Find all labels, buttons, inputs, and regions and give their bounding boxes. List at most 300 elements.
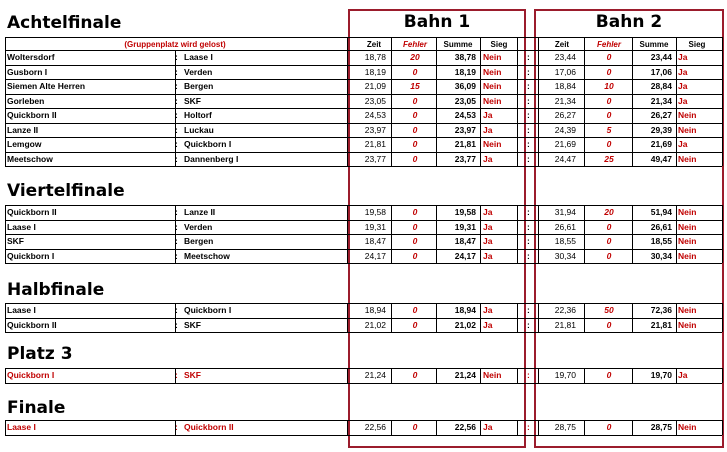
sieg-bahn2: Ja [678, 66, 688, 77]
zeit-bahn2: 28,75 [554, 422, 576, 432]
team-away: Meetschow [184, 250, 230, 261]
fehler-bahn2: 20 [604, 207, 614, 217]
sieg-bahn1: Ja [483, 236, 493, 246]
separator: : [175, 95, 178, 106]
heading-achtelfinale: Achtelfinale [7, 13, 122, 33]
column-divider [436, 368, 437, 383]
column-divider [5, 50, 6, 166]
column-divider [5, 368, 6, 383]
table-row [0, 319, 727, 332]
summe-bahn1: 18,47 [454, 236, 476, 246]
col-summe-2: Summe [639, 40, 669, 49]
col-fehler-1: Fehler [402, 40, 427, 49]
sieg-bahn2: Nein [678, 250, 697, 261]
zeit-bahn1: 21,81 [364, 139, 386, 149]
summe-bahn1: 36,09 [454, 81, 476, 91]
column-divider [436, 50, 437, 166]
separator: : [527, 236, 530, 246]
heading-finale: Finale [7, 398, 66, 418]
separator: : [527, 139, 530, 149]
sieg-bahn2: Nein [678, 207, 697, 217]
zeit-bahn1: 22,56 [364, 422, 386, 432]
fehler-bahn1: 0 [412, 250, 418, 261]
fehler-bahn1: 0 [412, 236, 418, 246]
column-divider [538, 303, 539, 332]
column-divider [517, 420, 518, 435]
sieg-bahn1: Ja [483, 207, 493, 217]
col-sieg-1: Sieg [490, 40, 508, 49]
summe-bahn1: 24,17 [454, 250, 476, 261]
column-divider [584, 420, 585, 435]
fehler-bahn2: 50 [604, 305, 614, 315]
col-sieg-2: Sieg [688, 40, 706, 49]
zeit-bahn2: 23,44 [554, 52, 576, 62]
zeit-bahn1: 23,77 [364, 153, 386, 164]
zeit-bahn1: 24,17 [364, 250, 386, 261]
table-row [0, 153, 727, 166]
sieg-bahn1: Ja [483, 124, 493, 135]
table-row [0, 206, 727, 219]
column-divider [722, 37, 723, 51]
summe-bahn2: 23,44 [650, 52, 672, 62]
fehler-bahn2: 0 [606, 370, 612, 380]
column-divider [722, 303, 723, 332]
sieg-bahn2: Nein [678, 319, 697, 330]
table-row [0, 109, 727, 122]
fehler-bahn1: 0 [412, 66, 418, 77]
column-divider [5, 37, 6, 51]
column-divider [480, 37, 481, 51]
sieg-bahn1: Nein [483, 139, 502, 149]
team-home: Laase I [7, 221, 36, 232]
zeit-bahn1: 24,53 [364, 110, 386, 120]
fehler-bahn2: 0 [606, 221, 612, 232]
team-home: Laase I [7, 422, 36, 432]
col-summe-1: Summe [443, 40, 473, 49]
sieg-bahn1: Nein [483, 52, 502, 62]
summe-bahn1: 21,02 [454, 319, 476, 330]
column-divider [436, 420, 437, 435]
team-away: SKF [184, 370, 201, 380]
column-divider [517, 303, 518, 332]
separator: : [527, 422, 530, 432]
summe-bahn1: 18,19 [454, 66, 476, 77]
fehler-bahn2: 0 [606, 236, 612, 246]
column-divider [632, 420, 633, 435]
row-divider [5, 435, 722, 436]
table-row [0, 369, 727, 382]
separator: : [175, 207, 178, 217]
column-divider [480, 420, 481, 435]
column-divider [538, 37, 539, 51]
sieg-bahn2: Nein [678, 110, 697, 120]
fehler-bahn1: 20 [410, 52, 420, 62]
sieg-bahn2: Ja [678, 95, 688, 106]
column-divider [676, 303, 677, 332]
sieg-bahn2: Ja [678, 139, 688, 149]
zeit-bahn1: 18,47 [364, 236, 386, 246]
table-row [0, 421, 727, 434]
table-row [0, 51, 727, 64]
zeit-bahn2: 21,81 [554, 319, 576, 330]
separator: : [175, 319, 178, 330]
fehler-bahn2: 10 [604, 81, 614, 91]
separator: : [175, 110, 178, 120]
column-divider [347, 50, 348, 166]
column-divider [5, 303, 6, 332]
table-row [0, 138, 727, 151]
sieg-bahn1: Nein [483, 66, 502, 77]
column-divider [175, 303, 176, 332]
zeit-bahn2: 17,06 [554, 66, 576, 77]
fehler-bahn1: 0 [412, 422, 418, 432]
column-divider [347, 420, 348, 435]
separator: : [175, 305, 178, 315]
column-divider [584, 50, 585, 166]
column-divider [676, 420, 677, 435]
summe-bahn2: 26,61 [650, 221, 672, 232]
zeit-bahn1: 19,31 [364, 221, 386, 232]
fehler-bahn1: 0 [412, 207, 418, 217]
summe-bahn2: 29,39 [650, 124, 672, 135]
separator: : [527, 124, 530, 135]
separator: : [175, 370, 178, 380]
team-away: SKF [184, 319, 201, 330]
col-fehler-2: Fehler [596, 40, 621, 49]
column-divider [632, 50, 633, 166]
fehler-bahn2: 0 [606, 250, 612, 261]
team-home: Lemgow [7, 139, 42, 149]
column-divider [676, 205, 677, 263]
column-divider [391, 303, 392, 332]
column-divider [436, 205, 437, 263]
zeit-bahn1: 18,78 [364, 52, 386, 62]
column-divider [347, 368, 348, 383]
column-divider [391, 420, 392, 435]
team-home: Quickborn II [7, 110, 57, 120]
row-divider [5, 383, 722, 384]
column-divider [175, 205, 176, 263]
column-divider [676, 50, 677, 166]
separator: : [527, 250, 530, 261]
team-home: Woltersdorf [7, 52, 55, 62]
summe-bahn1: 23,97 [454, 124, 476, 135]
team-away: SKF [184, 95, 201, 106]
summe-bahn2: 30,34 [650, 250, 672, 261]
zeit-bahn2: 26,61 [554, 221, 576, 232]
team-away: Luckau [184, 124, 214, 135]
column-divider [517, 37, 518, 51]
column-divider [175, 368, 176, 383]
separator: : [175, 250, 178, 261]
zeit-bahn1: 23,05 [364, 95, 386, 106]
zeit-bahn2: 24,47 [554, 153, 576, 164]
zeit-bahn1: 21,02 [364, 319, 386, 330]
team-away: Verden [184, 66, 213, 77]
column-divider [480, 50, 481, 166]
column-divider [632, 303, 633, 332]
heading-platz3: Platz 3 [7, 344, 73, 364]
summe-bahn1: 23,05 [454, 95, 476, 106]
summe-bahn1: 38,78 [454, 52, 476, 62]
fehler-bahn2: 0 [606, 52, 612, 62]
fehler-bahn2: 0 [606, 110, 612, 120]
table-row [0, 250, 727, 263]
column-divider [632, 368, 633, 383]
separator: : [527, 305, 530, 315]
team-home: Gusborn I [7, 66, 48, 77]
summe-bahn1: 19,58 [454, 207, 476, 217]
column-divider [722, 420, 723, 435]
column-divider [436, 37, 437, 51]
separator: : [175, 81, 178, 91]
column-divider [538, 368, 539, 383]
fehler-bahn2: 0 [606, 139, 612, 149]
column-divider [676, 368, 677, 383]
heading-viertelfinale: Viertelfinale [7, 181, 125, 201]
column-divider [517, 205, 518, 263]
bahn1-title: Bahn 1 [403, 12, 471, 32]
column-divider [632, 205, 633, 263]
zeit-bahn2: 24,39 [554, 124, 576, 135]
summe-bahn2: 72,36 [650, 305, 672, 315]
column-divider [517, 368, 518, 383]
gruppenplatz-note: (Gruppenplatz wird gelost) [124, 40, 226, 49]
separator: : [527, 66, 530, 77]
summe-bahn2: 51,94 [650, 207, 672, 217]
column-divider [391, 205, 392, 263]
team-away: Verden [184, 221, 213, 232]
summe-bahn2: 26,27 [650, 110, 672, 120]
sieg-bahn2: Ja [678, 81, 688, 91]
column-divider [175, 420, 176, 435]
summe-bahn2: 17,06 [650, 66, 672, 77]
zeit-bahn2: 21,34 [554, 95, 576, 106]
column-divider [347, 303, 348, 332]
zeit-bahn2: 19,70 [554, 370, 576, 380]
bahn2-title: Bahn 2 [595, 12, 663, 32]
sieg-bahn1: Nein [483, 370, 502, 380]
fehler-bahn1: 0 [412, 139, 418, 149]
team-home: Lanze II [7, 124, 39, 135]
heading-halbfinale: Halbfinale [7, 280, 105, 300]
zeit-bahn2: 18,55 [554, 236, 576, 246]
team-away: Bergen [184, 236, 214, 246]
fehler-bahn1: 15 [410, 81, 420, 91]
team-home: Meetschow [7, 153, 53, 164]
separator: : [175, 236, 178, 246]
summe-bahn2: 19,70 [650, 370, 672, 380]
zeit-bahn1: 18,19 [364, 66, 386, 77]
team-away: Bergen [184, 81, 214, 91]
sieg-bahn1: Ja [483, 221, 493, 232]
separator: : [175, 66, 178, 77]
table-row [0, 235, 727, 248]
separator: : [175, 124, 178, 135]
column-divider [436, 303, 437, 332]
column-divider [391, 37, 392, 51]
separator: : [175, 52, 178, 62]
zeit-bahn1: 21,09 [364, 81, 386, 91]
column-divider [584, 37, 585, 51]
sieg-bahn2: Nein [678, 236, 697, 246]
sieg-bahn2: Ja [678, 52, 688, 62]
team-home: Quickborn II [7, 207, 57, 217]
separator: : [527, 153, 530, 164]
fehler-bahn1: 0 [412, 370, 418, 380]
team-away: Lanze II [184, 207, 216, 217]
zeit-bahn2: 31,94 [554, 207, 576, 217]
sieg-bahn1: Ja [483, 319, 493, 330]
fehler-bahn2: 0 [606, 319, 612, 330]
team-home: Quickborn II [7, 319, 57, 330]
summe-bahn2: 21,69 [650, 139, 672, 149]
summe-bahn2: 28,84 [650, 81, 672, 91]
team-away: Quickborn I [184, 305, 232, 315]
header-top-line [5, 37, 722, 38]
zeit-bahn1: 21,24 [364, 370, 386, 380]
column-divider [538, 205, 539, 263]
team-home: Quickborn I [7, 370, 55, 380]
fehler-bahn1: 0 [412, 153, 418, 164]
column-divider [584, 368, 585, 383]
summe-bahn1: 24,53 [454, 110, 476, 120]
column-divider [5, 420, 6, 435]
summe-bahn2: 18,55 [650, 236, 672, 246]
zeit-bahn2: 18,84 [554, 81, 576, 91]
summe-bahn1: 19,31 [454, 221, 476, 232]
fehler-bahn1: 0 [412, 305, 418, 315]
row-divider [5, 332, 722, 333]
column-divider [722, 368, 723, 383]
separator: : [527, 319, 530, 330]
summe-bahn2: 21,81 [650, 319, 672, 330]
fehler-bahn2: 0 [606, 422, 612, 432]
column-divider [538, 420, 539, 435]
table-row [0, 95, 727, 108]
fehler-bahn1: 0 [412, 95, 418, 106]
column-divider [391, 50, 392, 166]
team-home: Siemen Alte Herren [7, 81, 86, 91]
table-row [0, 66, 727, 79]
col-zeit-1: Zeit [366, 40, 382, 49]
separator: : [527, 221, 530, 232]
zeit-bahn1: 18,94 [364, 305, 386, 315]
sieg-bahn2: Nein [678, 221, 697, 232]
separator: : [527, 95, 530, 106]
fehler-bahn1: 0 [412, 110, 418, 120]
team-home: Quickborn I [7, 250, 55, 261]
team-away: Dannenberg I [184, 153, 239, 164]
team-away: Quickborn I [184, 139, 232, 149]
sieg-bahn1: Nein [483, 81, 502, 91]
column-divider [538, 50, 539, 166]
fehler-bahn2: 0 [606, 95, 612, 106]
separator: : [175, 221, 178, 232]
table-row [0, 124, 727, 137]
zeit-bahn2: 21,69 [554, 139, 576, 149]
separator: : [527, 370, 530, 380]
column-divider [347, 205, 348, 263]
summe-bahn2: 28,75 [650, 422, 672, 432]
fehler-bahn1: 0 [412, 221, 418, 232]
summe-bahn1: 18,94 [454, 305, 476, 315]
team-away: Laase I [184, 52, 213, 62]
sieg-bahn1: Ja [483, 153, 493, 164]
sieg-bahn1: Ja [483, 422, 493, 432]
sieg-bahn1: Nein [483, 95, 502, 106]
sieg-bahn1: Ja [483, 305, 493, 315]
row-divider [5, 263, 722, 264]
team-home: SKF [7, 236, 24, 246]
separator: : [175, 422, 178, 432]
sieg-bahn2: Ja [678, 370, 688, 380]
column-divider [480, 205, 481, 263]
fehler-bahn1: 0 [412, 319, 418, 330]
column-divider [391, 368, 392, 383]
separator: : [527, 81, 530, 91]
sieg-bahn1: Ja [483, 250, 493, 261]
summe-bahn1: 22,56 [454, 422, 476, 432]
separator: : [175, 153, 178, 164]
zeit-bahn2: 26,27 [554, 110, 576, 120]
summe-bahn1: 21,81 [454, 139, 476, 149]
team-away: Quickborn II [184, 422, 234, 432]
zeit-bahn2: 30,34 [554, 250, 576, 261]
sieg-bahn2: Nein [678, 305, 697, 315]
team-away: Holtorf [184, 110, 212, 120]
zeit-bahn2: 22,36 [554, 305, 576, 315]
col-zeit-2: Zeit [554, 40, 570, 49]
team-home: Laase I [7, 305, 36, 315]
column-divider [676, 37, 677, 51]
sieg-bahn2: Nein [678, 422, 697, 432]
column-divider [480, 303, 481, 332]
separator: : [527, 110, 530, 120]
fehler-bahn1: 0 [412, 124, 418, 135]
column-divider [517, 50, 518, 166]
table-row [0, 304, 727, 317]
separator: : [527, 207, 530, 217]
sieg-bahn2: Nein [678, 153, 697, 164]
summe-bahn2: 49,47 [650, 153, 672, 164]
column-divider [347, 37, 348, 51]
column-divider [722, 50, 723, 166]
separator: : [527, 52, 530, 62]
column-divider [722, 205, 723, 263]
fehler-bahn2: 0 [606, 66, 612, 77]
row-divider [5, 166, 722, 167]
column-divider [632, 37, 633, 51]
zeit-bahn1: 23,97 [364, 124, 386, 135]
sieg-bahn1: Ja [483, 110, 493, 120]
separator: : [175, 139, 178, 149]
summe-bahn1: 23,77 [454, 153, 476, 164]
column-divider [5, 205, 6, 263]
fehler-bahn2: 5 [606, 124, 612, 135]
summe-bahn1: 21,24 [454, 370, 476, 380]
zeit-bahn1: 19,58 [364, 207, 386, 217]
column-divider [480, 368, 481, 383]
table-row [0, 221, 727, 234]
team-home: Gorleben [7, 95, 45, 106]
sieg-bahn2: Nein [678, 124, 697, 135]
column-divider [584, 303, 585, 332]
fehler-bahn2: 25 [604, 153, 614, 164]
summe-bahn2: 21,34 [650, 95, 672, 106]
column-divider [175, 50, 176, 166]
table-row [0, 80, 727, 93]
